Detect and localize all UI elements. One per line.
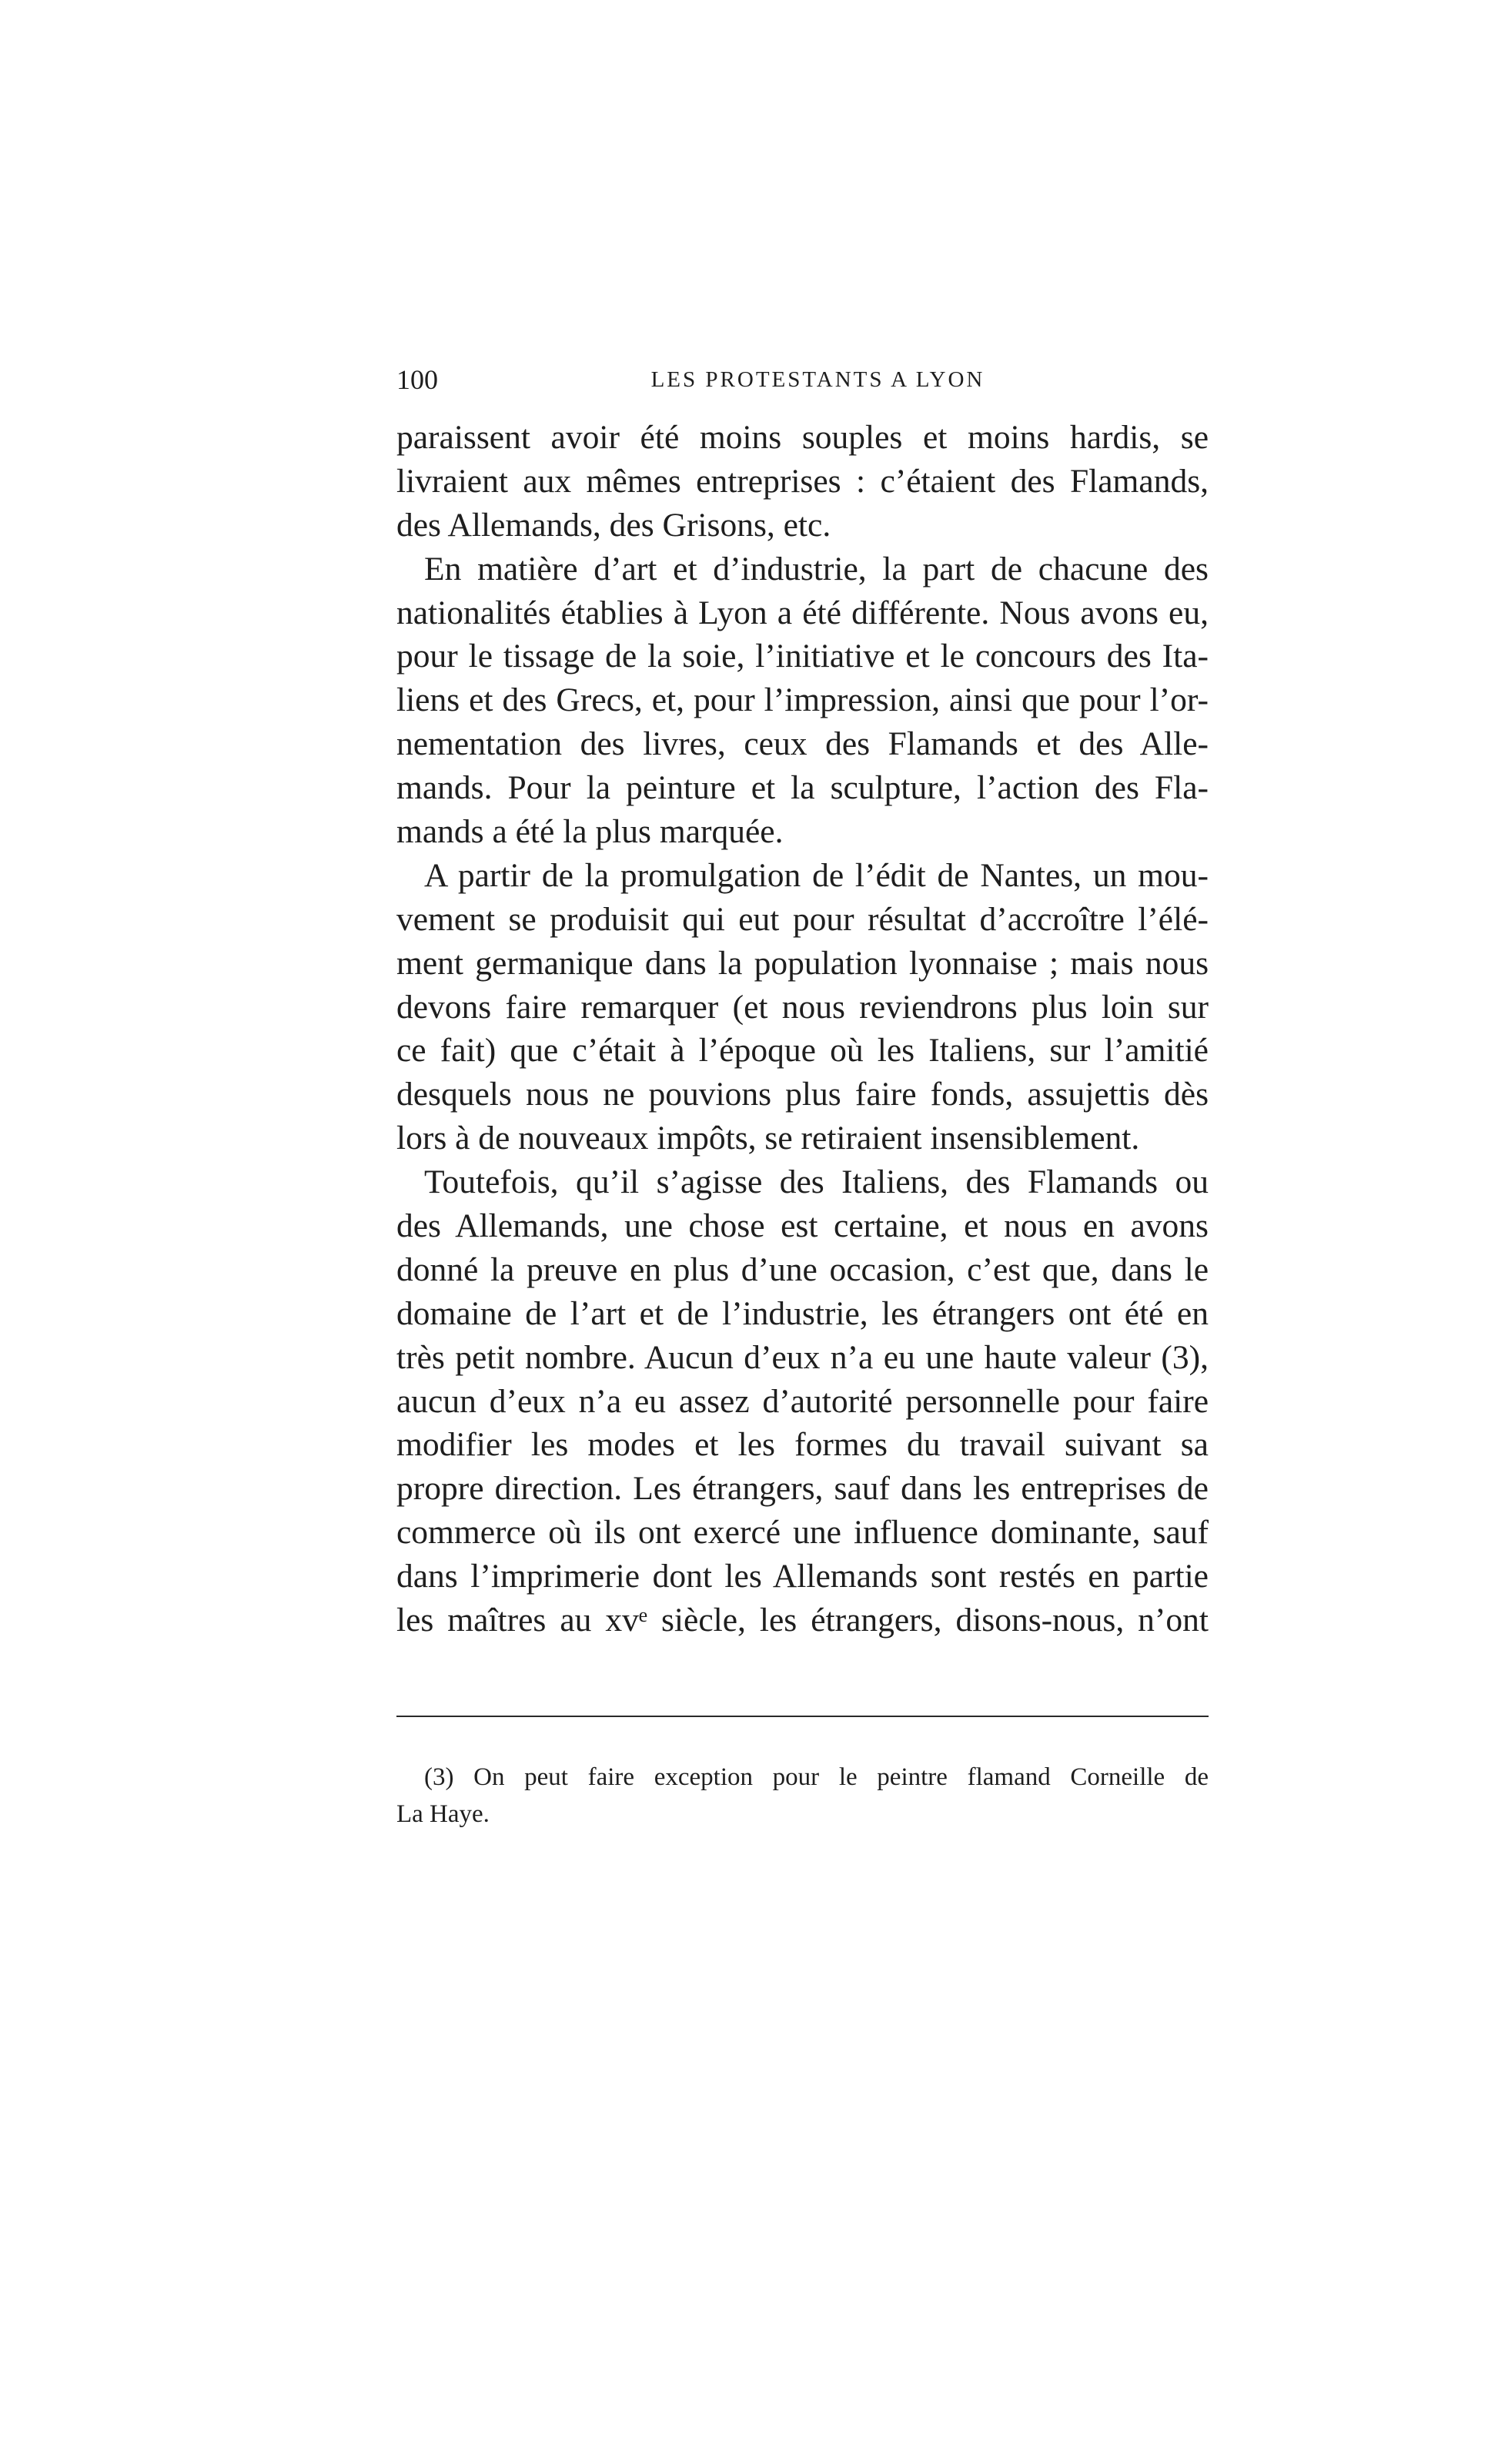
text-line: mands. Pour la peinture et la sculpture, l’action des Fla- <box>396 769 1209 807</box>
text-line: propre direction. Les étrangers, sauf dans les entreprises de <box>396 1470 1209 1508</box>
page-header <box>396 360 1209 399</box>
text-line: En matière d’art et d’industrie, la part de chacune des <box>424 550 1209 588</box>
text-line: très petit nombre. Aucun d’eux n’a eu une haute valeur (3), <box>396 1338 1209 1376</box>
text-line: dans l’imprimerie dont les Allemands sont restés en partie <box>396 1558 1209 1595</box>
text-line: livraient aux mêmes entreprises : c’étaient des Flamands, <box>396 462 1209 500</box>
text-line: A partir de la promulgation de l’édit de Nantes, un mou- <box>424 856 1209 894</box>
text-line: vement se produisit qui eut pour résultat d’accroître l’élé- <box>396 900 1209 938</box>
paragraph <box>396 854 1209 1160</box>
footnote <box>396 1759 1209 1833</box>
text-line: les maîtres au xvᵉ siècle, les étrangers, disons-nous, n’ont <box>396 1602 1209 1639</box>
text-line: nementation des livres, ceux des Flamands et des Alle- <box>396 725 1209 763</box>
running-title: LES PROTESTANTS A LYON <box>650 367 985 392</box>
text-line: donné la preuve en plus d’une occasion, c’est que, dans le <box>396 1250 1209 1288</box>
footnote-line: La Haye. <box>396 1800 490 1828</box>
text-line: paraissent avoir été moins souples et moins hardis, se <box>396 419 1209 456</box>
text-line: nationalités établies à Lyon a été différente. Nous avons eu, <box>396 594 1209 631</box>
text-line: commerce où ils ont exercé une influence dominante, sauf <box>396 1514 1209 1552</box>
text-line: devons faire remarquer (et nous reviendrons plus loin sur <box>396 988 1209 1026</box>
text-line: aucun d’eux n’a eu assez d’autorité personnelle pour faire <box>396 1382 1209 1420</box>
text-line: pour le tissage de la soie, l’initiative et le concours des Ita- <box>396 638 1209 675</box>
text-line: liens et des Grecs, et, pour l’impression, ainsi que pour l’or- <box>396 681 1209 719</box>
text-line: lors à de nouveaux impôts, se retiraient insensiblement. <box>396 1120 1140 1157</box>
text-line: Toutefois, qu’il s’agisse des Italiens, des Flamands ou <box>424 1163 1209 1201</box>
text-line: des Allemands, une chose est certaine, et nous en avons <box>396 1207 1209 1245</box>
text-line: domaine de l’art et de l’industrie, les étrangers ont été en <box>396 1294 1209 1332</box>
footnotes <box>396 1759 1209 1833</box>
paragraph <box>396 547 1209 854</box>
text-line: ment germanique dans la population lyonnaise ; mais nous <box>396 944 1209 982</box>
text-line: desquels nous ne pouvions plus faire fonds, assujettis dès <box>396 1076 1209 1113</box>
text-line: des Allemands, des Grisons, etc. <box>396 506 831 544</box>
body-text <box>396 416 1209 1642</box>
footnote-line: (3) On peut faire exception pour le peintre flamand Corneille de <box>424 1763 1209 1791</box>
paragraph <box>396 416 1209 547</box>
text-line: mands a été la plus marquée. <box>396 813 784 851</box>
page-number: 100 <box>396 364 438 395</box>
text-line: modifier les modes et les formes du travail suivant sa <box>396 1426 1209 1464</box>
paragraph <box>396 1160 1209 1642</box>
footnote-rule <box>396 1716 1209 1717</box>
text-line: ce fait) que c’était à l’époque où les Italiens, sur l’amitié <box>396 1032 1209 1070</box>
